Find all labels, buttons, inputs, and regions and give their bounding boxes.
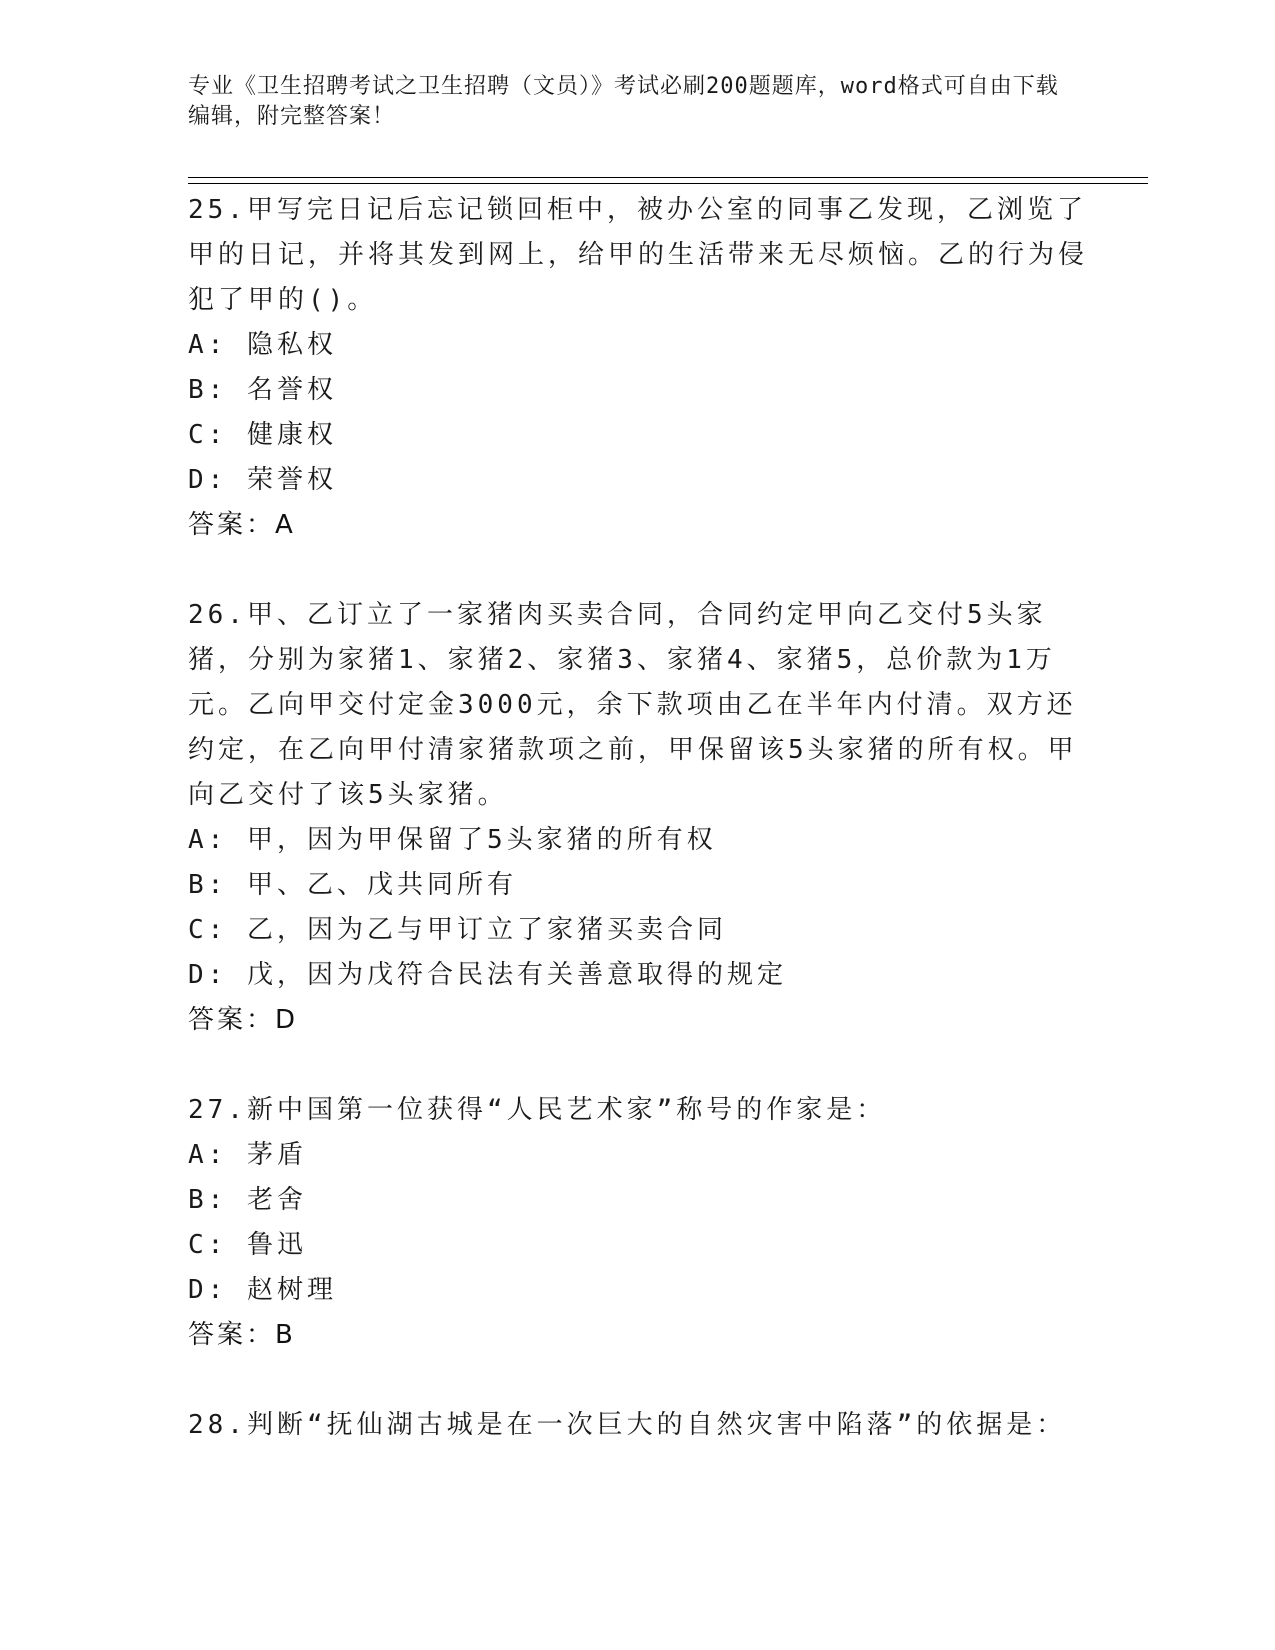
question-text: 25.甲写完日记后忘记锁回柜中，被办公室的同事乙发现，乙浏览了甲的日记，并将其发到网上，给甲的生活带来无尽烦恼。乙的行为侵犯了甲的()。 xyxy=(188,195,1089,315)
question-27 xyxy=(188,1088,1088,1358)
option-c: C: 乙，因为乙与甲订立了家猪买卖合同 xyxy=(188,915,727,945)
question-text: 28.判断“抚仙湖古城是在一次巨大的自然灾害中陷落”的依据是： xyxy=(188,1410,1067,1440)
option-d: D: 荣誉权 xyxy=(188,465,337,495)
question-text: 27.新中国第一位获得“人民艺术家”称号的作家是： xyxy=(188,1095,887,1125)
question-26 xyxy=(188,593,1088,1043)
question-gap xyxy=(188,1358,1088,1403)
answer: 答案：D xyxy=(188,1005,299,1035)
option-a: A: 茅盾 xyxy=(188,1140,307,1170)
option-c: C: 鲁迅 xyxy=(188,1230,307,1260)
option-d: D: 赵树理 xyxy=(188,1275,337,1305)
question-25 xyxy=(188,188,1088,548)
option-b: B: 老舍 xyxy=(188,1185,307,1215)
question-gap xyxy=(188,548,1088,593)
question-28 xyxy=(188,1403,1088,1448)
document-header: 专业《卫生招聘考试之卫生招聘（文员）》考试必刷200题题库，word格式可自由下载编辑，附完整答案！ xyxy=(188,74,1059,129)
question-text: 26.甲、乙订立了一家猪肉买卖合同，合同约定甲向乙交付5头家猪，分别为家猪1、家猪2、家猪3、家猪4、家猪5，总价款为1万元。乙向甲交付定金3000元，余下款项由乙在半年内付清。双方还约定，在乙向甲付清家猪款项之前，甲保留该5头家猪的所有权。甲向乙交付了该5头家猪。 xyxy=(188,600,1078,810)
question-list xyxy=(188,188,1088,1448)
option-b: B: 名誉权 xyxy=(188,375,337,405)
header-rule-bottom xyxy=(188,183,1148,184)
option-a: A: 甲，因为甲保留了5头家猪的所有权 xyxy=(188,825,717,855)
option-d: D: 戊，因为戊符合民法有关善意取得的规定 xyxy=(188,960,787,990)
answer: 答案：A xyxy=(188,510,296,540)
header-rule-top xyxy=(188,177,1148,178)
option-b: B: 甲、乙、戊共同所有 xyxy=(188,870,517,900)
answer: 答案：B xyxy=(188,1320,296,1350)
option-c: C: 健康权 xyxy=(188,420,337,450)
option-a: A: 隐私权 xyxy=(188,330,337,360)
question-gap xyxy=(188,1043,1088,1088)
